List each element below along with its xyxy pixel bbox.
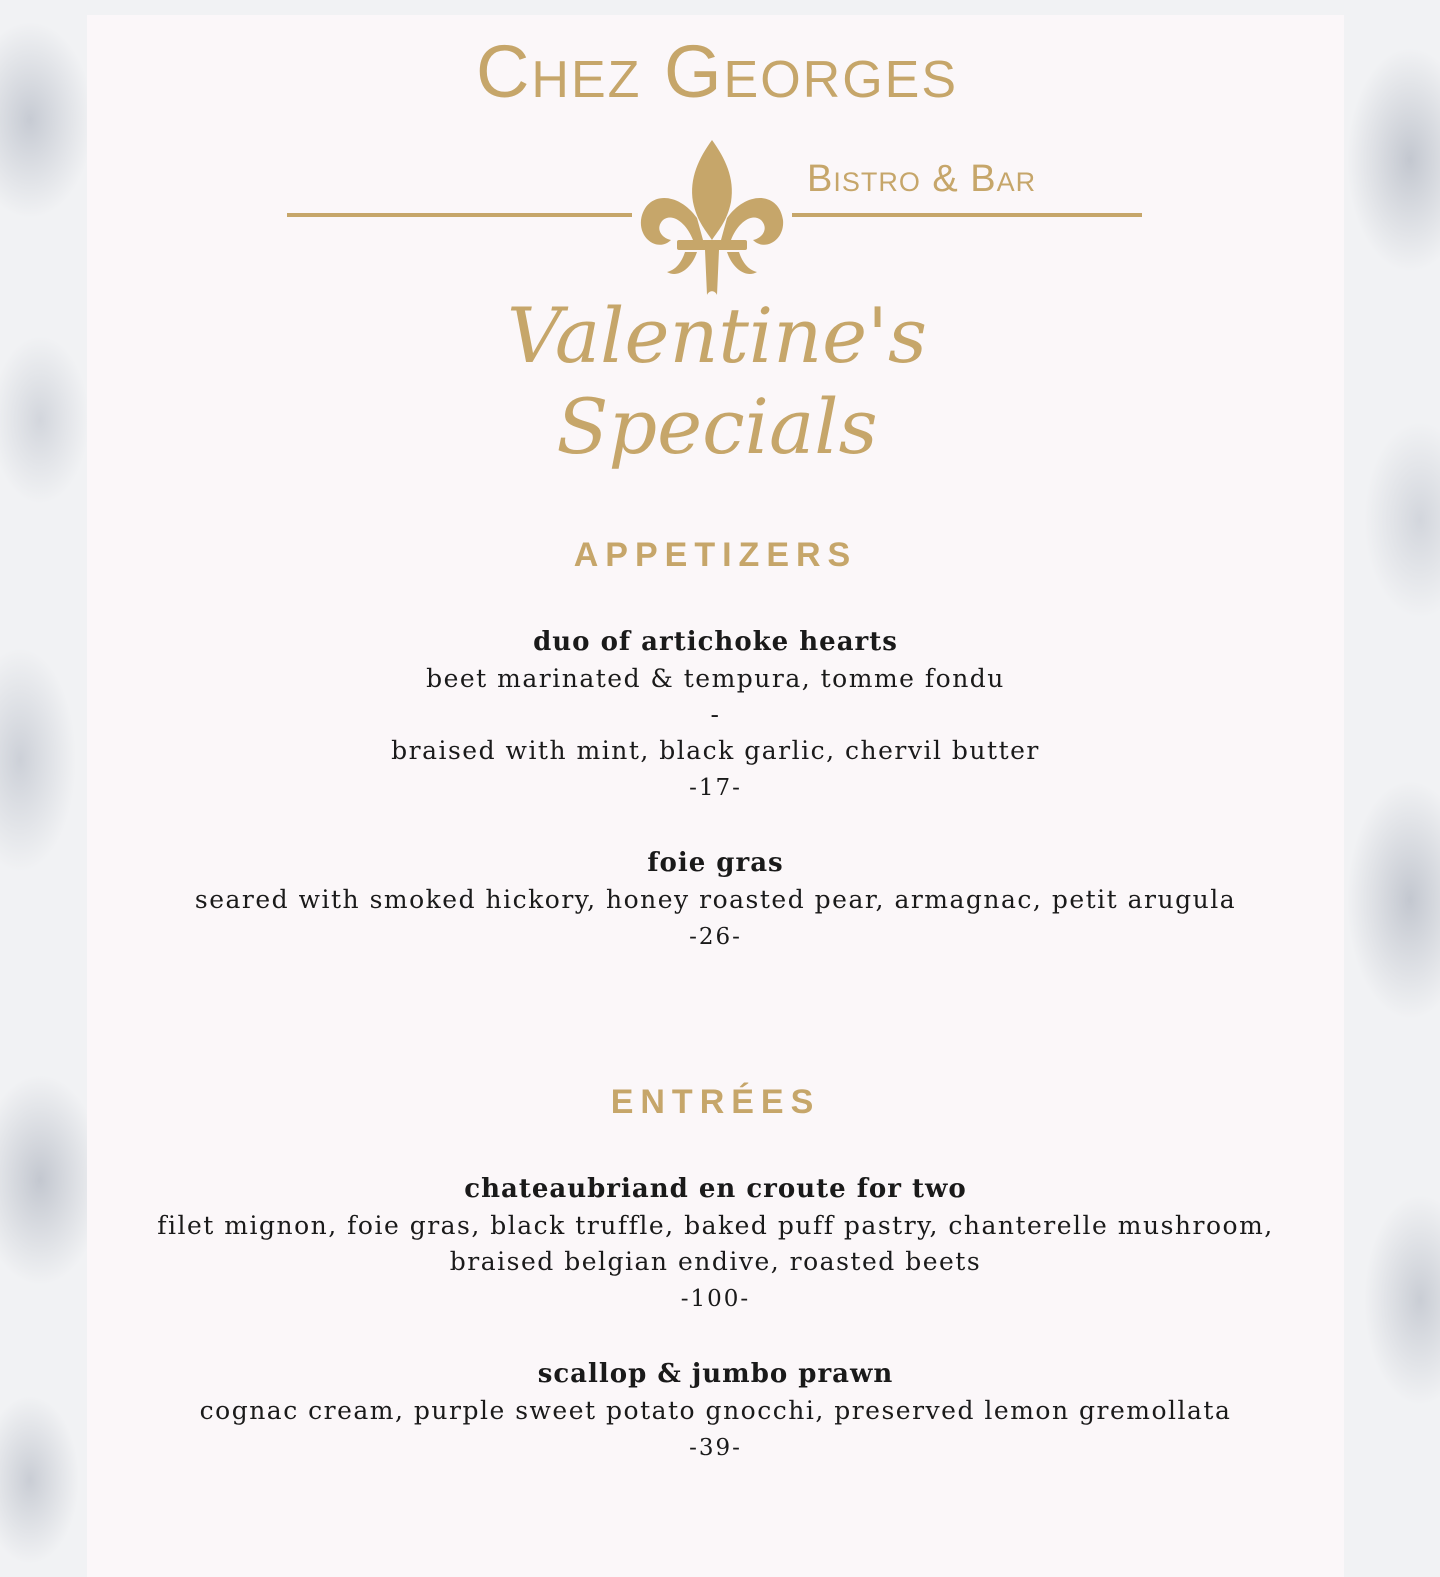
menu-item: [87, 624, 1344, 807]
item-description: filet mignon, foie gras, black truffle, baked puff pastry, chanterelle mushroom, braised belgian endive, roasted beets: [157, 1210, 1274, 1276]
item-description-separator: -: [710, 699, 721, 729]
menu-content: [87, 535, 1344, 1505]
item-name: scallop & jumbo prawn: [537, 1358, 894, 1389]
menu-item: [87, 845, 1344, 956]
menu-item: [87, 1356, 1344, 1467]
item-price: -26-: [689, 923, 742, 950]
section-entrees: [87, 1082, 1344, 1467]
item-description: beet marinated & tempura, tomme fondu: [426, 663, 1005, 693]
brand-subtitle: Bistro & Bar: [807, 158, 1037, 200]
menu-item: [87, 1171, 1344, 1318]
menu-card: [87, 15, 1344, 1577]
brand-name: Chez Georges: [475, 30, 959, 113]
item-price: -17-: [689, 774, 742, 801]
logo-rule-right: [792, 213, 1142, 217]
item-price: -39-: [689, 1434, 742, 1461]
item-name: foie gras: [647, 847, 784, 878]
fleur-de-lis-icon: [637, 140, 787, 295]
item-description: cognac cream, purple sweet potato gnocchi, preserved lemon gremollata: [199, 1395, 1232, 1425]
item-name: chateaubriand en croute for two: [464, 1173, 967, 1204]
item-description: seared with smoked hickory, honey roasted pear, armagnac, petit arugula: [194, 884, 1237, 914]
logo-rule-left: [287, 213, 632, 217]
section-appetizers: [87, 535, 1344, 956]
restaurant-logo: [87, 15, 1344, 475]
item-description: braised with mint, black garlic, chervil butter: [391, 735, 1040, 765]
valentines-specials-title: Valentine's Specials: [506, 291, 928, 472]
item-price: -100-: [680, 1285, 751, 1312]
section-heading: ENTRÉES: [610, 1082, 821, 1121]
section-spacer: [87, 994, 1344, 1082]
section-heading: APPETIZERS: [573, 536, 858, 574]
item-name: duo of artichoke hearts: [533, 626, 898, 657]
